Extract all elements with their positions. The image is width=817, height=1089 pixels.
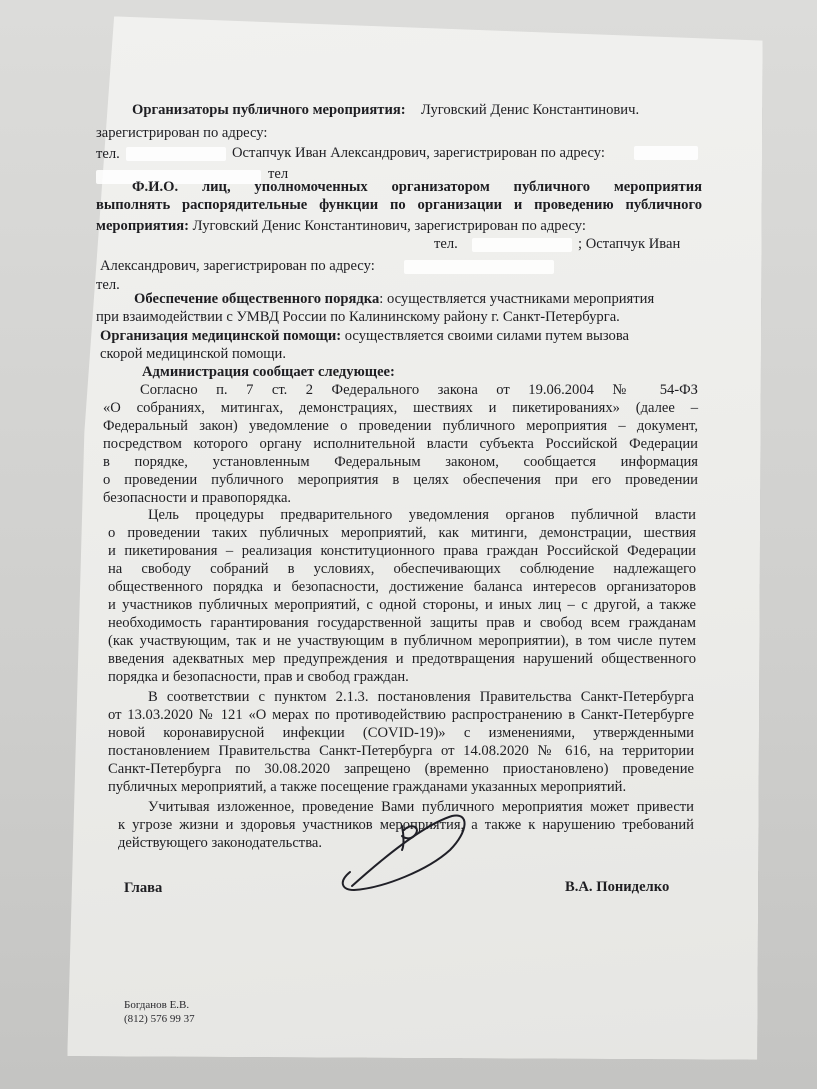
p2-line-9: введения адекватных мер предупреждения и предотвращения нарушений общественного [108, 651, 696, 667]
authorized-line-3 [96, 217, 586, 235]
organizer2-line: Остапчук Иван Александрович, зарегистрирован по адресу: [232, 145, 605, 161]
p2-line-8: (как участвующим, так и не участвующим в публичном мероприятии), в том числе путем [108, 633, 696, 649]
p1-line-5: в порядке, установленным Федеральным законом, сообщается информация [103, 454, 698, 470]
p2-line-2: о проведении таких публичных мероприятий, как митинги, демонстрации, шествия [108, 525, 696, 541]
redacted-address-3 [404, 260, 554, 274]
authorized-heading-2: выполнять распорядительные функции по организации и проведению публичного [96, 197, 702, 213]
authorized-line-5: Александрович, зарегистрирован по адресу: [100, 258, 375, 274]
p2-line-7: необходимость гарантирования государственной защиты прав и свобод всем гражданам [108, 615, 696, 631]
p3-line-1: В соответствии с пунктом 2.1.3. постановления Правительства Санкт-Петербурга [148, 689, 694, 705]
p3-line-6: публичных мероприятий, а также посещение гражданами указанных мероприятий. [108, 779, 627, 795]
admin-heading: Администрация сообщает следующее: [142, 364, 395, 380]
redacted-address [634, 146, 698, 160]
executor-name: Богданов Е.В. [124, 999, 190, 1011]
signature-title: Глава [124, 880, 163, 896]
medical-line-2: скорой медицинской помощи. [100, 346, 286, 362]
p4-line-3: действующего законодательства. [118, 835, 323, 851]
redacted-phone-2 [472, 238, 572, 252]
organizer2-tel-label: тел. [96, 146, 120, 162]
p1-line-6: о проведении публичного мероприятия в целях обеспечения при его проведении [103, 472, 698, 488]
p3-line-2: от 13.03.2020 № 121 «О мерах по противодействию распространению в Санкт-Петербурге [108, 707, 694, 723]
p2-line-4: на свободу собраний в условиях, обеспечивающих соблюдение надлежащего [108, 561, 696, 577]
order-line-1 [134, 290, 654, 308]
organizers-label: Организаторы публичного мероприятия: [132, 102, 406, 118]
authorized-tel: тел. [434, 236, 458, 252]
signatory-name: В.А. Пониделко [565, 879, 670, 895]
p1-line-2: «О собраниях, митингах, демонстрациях, шествиях и пикетированиях» (далее – [103, 400, 698, 416]
order-line-2: при взаимодействии с УМВД России по Калининскому району г. Санкт-Петербурга. [96, 309, 620, 325]
organizers-address-line: зарегистрирован по адресу: [96, 125, 268, 141]
medical-label: Организация медицинской помощи: [100, 328, 342, 344]
order-value: : осуществляется участниками мероприятия [379, 291, 655, 307]
p1-line-4: посредством которого органу исполнительной власти субъекта Российской Федерации [103, 436, 698, 452]
handwritten-signature [332, 798, 472, 898]
p2-line-10: порядка и безопасности, прав и свобод граждан. [108, 669, 409, 685]
authorized-line-4: ; Остапчук Иван [578, 236, 681, 252]
p3-line-4: постановлением Правительства Санкт-Петербурга от 14.08.2020 № 616, на территории [108, 743, 694, 759]
p1-line-3: Федеральный закон) уведомление о проведении публичного мероприятия – документ, [103, 418, 698, 434]
p3-line-3: новой коронавирусной инфекции (COVID-19)» с изменениями, утвержденными [108, 725, 694, 741]
p1-line-1: Согласно п. 7 ст. 2 Федерального закона от 19.06.2004 № 54-ФЗ [140, 382, 698, 398]
redacted-phone [126, 147, 226, 161]
p2-line-6: и участников публичных мероприятий, с одной стороны, и иных лиц – с другой, а также [108, 597, 696, 613]
medical-line-1 [100, 327, 629, 345]
authorized-label: мероприятия: [96, 218, 189, 234]
p2-line-3: и пикетирования – реализация конституционного права граждан Российской Федерации [108, 543, 696, 559]
organizer2-tel: тел [268, 166, 289, 182]
p1-line-7: безопасности и правопорядка. [103, 490, 292, 506]
p4-line-1: Учитывая изложенное, проведение Вами публичного мероприятия может привести [148, 799, 694, 815]
authorized-value: Луговский Денис Константинович, зарегистрирован по адресу: [192, 218, 586, 234]
executor-phone: (812) 576 99 37 [124, 1013, 195, 1025]
p2-line-1: Цель процедуры предварительного уведомления органов публичной власти [148, 507, 696, 523]
medical-value: осуществляется своими силами путем вызова [344, 328, 629, 344]
p2-line-5: общественного порядка и безопасности, достижение баланса интересов организаторов [108, 579, 696, 595]
authorized-line-6: тел. [96, 277, 120, 293]
organizers-line [132, 101, 692, 119]
p4-line-2: к угрозе жизни и здоровья участников мероприятия, а также к нарушению требований [118, 817, 694, 833]
order-label: Обеспечение общественного порядка [134, 291, 380, 307]
organizers-value: Луговский Денис Константинович. [420, 102, 640, 118]
p3-line-5: Санкт-Петербурга по 30.08.2020 запрещено (временно приостановлено) проведение [108, 761, 694, 777]
authorized-heading-1: Ф.И.О. лиц, уполномоченных организатором публичного мероприятия [132, 179, 702, 195]
